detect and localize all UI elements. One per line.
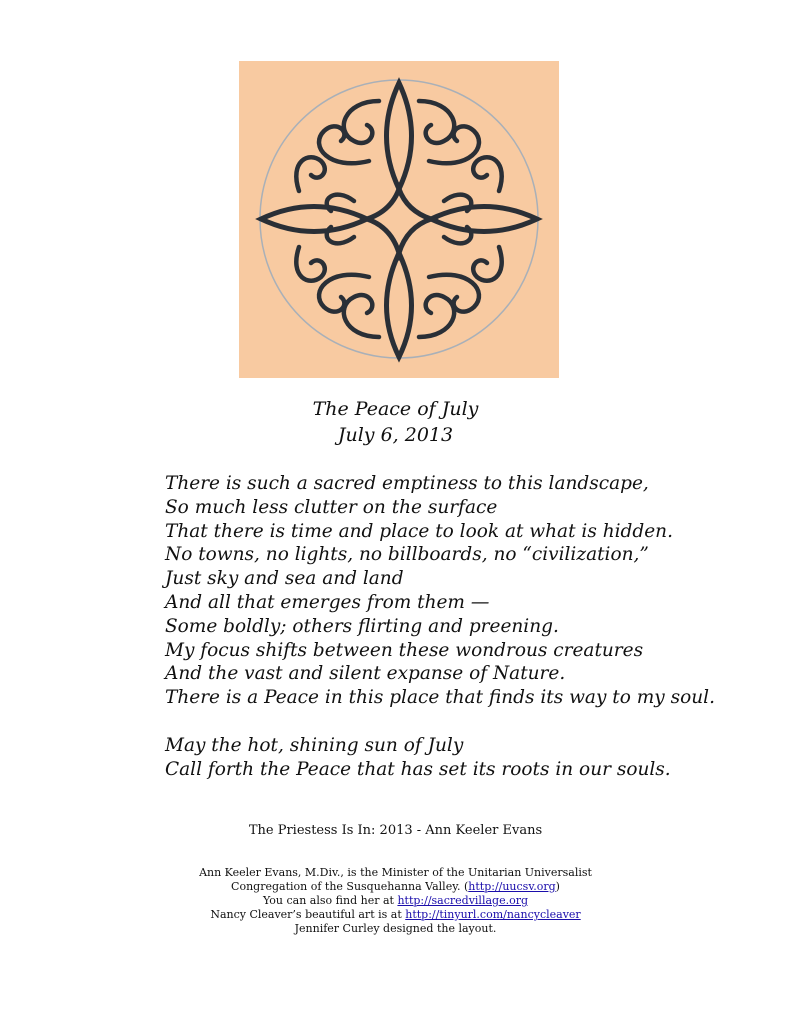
mandala-artwork: [239, 61, 559, 378]
poem-line: Some boldly; others flirting and preening.: [165, 615, 559, 637]
poem-line: No towns, no lights, no billboards, no “civilization,”: [165, 544, 649, 566]
poem-line: So much less clutter on the surface: [165, 496, 498, 518]
poem-line: Call forth the Peace that has set its roots in our souls.: [165, 758, 671, 780]
mandala-petals: [261, 83, 537, 357]
mandala-swirls: [296, 101, 501, 337]
mandala-circle: [260, 80, 538, 358]
poem-line: And the vast and silent expanse of Nature.: [165, 663, 566, 685]
credits: [0, 866, 791, 936]
uucsv-link[interactable]: http://uucsv.org: [468, 880, 556, 893]
poem-line: That there is time and place to look at what is hidden.: [165, 520, 673, 542]
credits-line-3: You can also find her at http://sacredvillage.org: [263, 894, 528, 907]
poem-body: [165, 472, 765, 781]
stanza-gap: [165, 710, 765, 734]
credits-line-5: Jennifer Curley designed the layout.: [294, 922, 497, 935]
byline: The Priestess Is In: 2013 - Ann Keeler Evans: [248, 823, 543, 838]
poem-line: And all that emerges from them —: [165, 591, 490, 613]
poem-date: July 6, 2013: [337, 424, 454, 446]
credits-line-2: Congregation of the Susquehanna Valley. (http://uucsv.org): [231, 880, 560, 893]
credits-line-4: Nancy Cleaver’s beautiful art is at http://tinyurl.com/nancycleaver: [210, 908, 581, 921]
poem-title: The Peace of July: [312, 398, 479, 420]
sacredvillage-link[interactable]: http://sacredvillage.org: [397, 894, 528, 907]
poem-line: Just sky and sea and land: [165, 568, 404, 590]
poem-line: There is a Peace in this place that finds its way to my soul.: [165, 687, 715, 709]
poem-line: There is such a sacred emptiness to this landscape,: [165, 473, 649, 494]
poem-line: May the hot, shining sun of July: [165, 734, 464, 756]
poem-line: My focus shifts between these wondrous creatures: [165, 639, 644, 661]
nancycleaver-link[interactable]: http://tinyurl.com/nancycleaver: [405, 908, 581, 921]
credits-line-1: Ann Keeler Evans, M.Div., is the Minister of the Unitarian Universalist: [199, 866, 592, 879]
mandala-drawing: [239, 61, 559, 378]
